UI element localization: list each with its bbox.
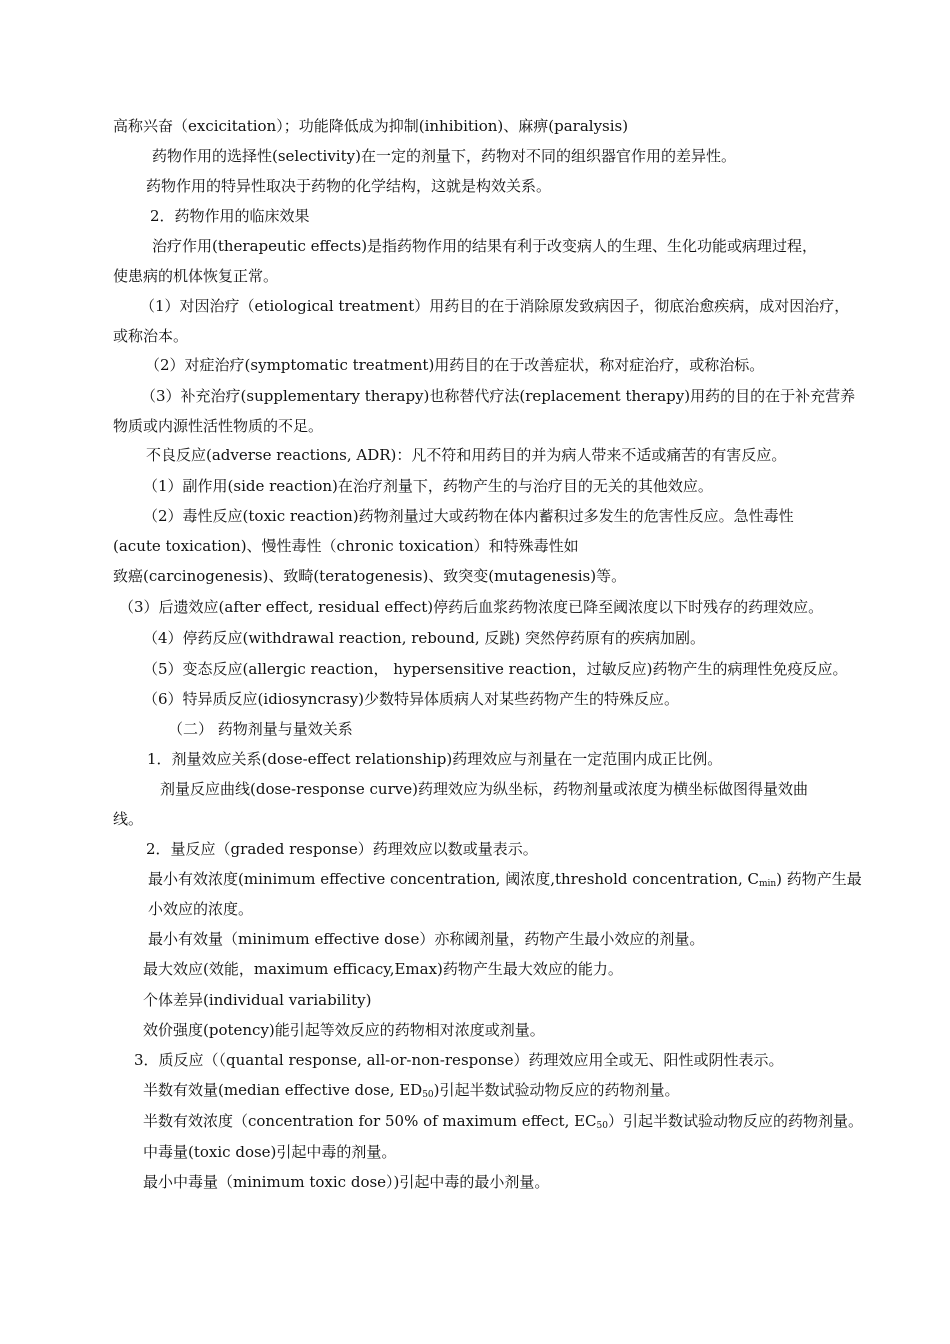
text-line <box>148 869 862 889</box>
line-text: (acute toxication)、慢性毒性（chronic toxication）和特殊毒性如 <box>113 537 579 555</box>
line-text: （2）对症治疗(symptomatic treatment)用药目的在于改善症状，称对症治疗，或称治标。 <box>145 356 765 374</box>
line-text: 最小有效量（minimum effective dose）亦称阈剂量，药物产生最小效应的剂量。 <box>148 930 705 948</box>
line-text-tail: ）引起半数试验动物反应的药物剂量。 <box>608 1112 864 1130</box>
text-line <box>147 749 722 769</box>
text-line <box>113 266 278 286</box>
line-text: 治疗作用(therapeutic effects)是指药物作用的结果有利于改变病人的生理、生化功能或病理过程， <box>152 237 818 255</box>
text-line <box>146 839 538 859</box>
subscript: min <box>758 879 777 889</box>
text-line <box>143 476 713 496</box>
text-line <box>143 1172 549 1192</box>
line-text: 3．质反应（（quantal response, all-or-non-response）药理效应用全或无、阳性或阴性表示。 <box>134 1051 784 1069</box>
line-text: （5）变态反应(allergic reaction， hypersensitive reaction，过敏反应)药物产生的病理性免疫反应。 <box>143 660 848 678</box>
line-text: （4）停药反应(withdrawal reaction, rebound, 反跳) 突然停药原有的疾病加剧。 <box>143 629 705 647</box>
text-line <box>143 1111 863 1131</box>
line-text: 1．剂量效应关系(dose-effect relationship)药理效应与剂量在一定范围内成正比例。 <box>147 750 723 768</box>
line-text: 高称兴奋（excicitation）；功能降低成为抑制(inhibition)、麻痹(paralysis) <box>113 117 629 135</box>
line-text: 致癌(carcinogenesis)、致畸(teratogenesis)、致突变(mutagenesis)等。 <box>113 567 627 585</box>
line-text: 线。 <box>113 810 144 828</box>
line-text: 不良反应(adverse reactions, ADR)：凡不符和用药目的并为病人带来不适或痛苦的有害反应。 <box>146 446 787 464</box>
text-line <box>143 1080 680 1100</box>
text-line <box>141 386 855 406</box>
text-line <box>143 1142 396 1162</box>
text-line <box>113 566 626 586</box>
text-line <box>113 416 323 436</box>
line-text: 半数有效量(median effective dose, ED <box>143 1081 423 1099</box>
text-line <box>145 355 764 375</box>
text-line <box>143 506 794 526</box>
text-line <box>143 959 623 979</box>
line-text: 效价强度(potency)能引起等效反应的药物相对浓度或剂量。 <box>143 1021 545 1039</box>
text-line <box>146 445 786 465</box>
text-line <box>143 689 679 709</box>
text-line <box>152 146 736 166</box>
line-text: 药物作用的选择性(selectivity)在一定的剂量下，药物对不同的组织器官作用的差异性。 <box>152 147 736 165</box>
line-text: （6）特异质反应(idiosyncrasy)少数特异体质病人对某些药物产生的特殊反应。 <box>143 690 679 708</box>
line-text: （1）对因治疗（etiological treatment）用药目的在于消除原发致病因子，彻底治愈疾病，成对因治疗， <box>140 297 850 315</box>
text-line <box>143 990 371 1010</box>
text-line <box>152 236 817 256</box>
text-line <box>113 326 188 346</box>
text-line <box>113 116 628 136</box>
text-line <box>113 536 579 556</box>
line-text: 最小有效浓度(minimum effective concentration, 阈浓度,threshold concentration, C <box>148 870 759 888</box>
line-text: （二） 药物剂量与量效关系 <box>168 720 353 738</box>
line-text-tail: ) 药物产生最 <box>776 870 862 888</box>
section-heading <box>150 206 310 226</box>
line-text-tail: )引起半数试验动物反应的药物剂量。 <box>433 1081 680 1099</box>
line-text: 剂量反应曲线(dose-response curve)药理效应为纵坐标，药物剂量或浓度为横坐标做图得量效曲 <box>160 780 808 798</box>
line-text: 半数有效浓度（concentration for 50% of maximum effect, EC <box>143 1112 597 1130</box>
section-heading <box>134 1050 784 1070</box>
line-text: （1）副作用(side reaction)在治疗剂量下，药物产生的与治疗目的无关的其他效应。 <box>143 477 713 495</box>
line-text: 2．药物作用的临床效果 <box>150 207 310 225</box>
line-text: 最大效应(效能，maximum efficacy,Emax)药物产生最大效应的能力。 <box>143 960 623 978</box>
text-line <box>146 176 551 196</box>
line-text: 中毒量(toxic dose)引起中毒的剂量。 <box>143 1143 397 1161</box>
text-line <box>160 779 808 799</box>
subscript: 50 <box>596 1121 608 1131</box>
subscript: 50 <box>422 1090 434 1100</box>
text-line <box>148 929 704 949</box>
section-heading <box>168 719 353 739</box>
line-text: 或称治本。 <box>113 327 189 345</box>
text-line <box>119 597 823 617</box>
line-text: 2．量反应（graded response）药理效应以数或量表示。 <box>146 840 538 858</box>
text-line <box>113 809 143 829</box>
text-line <box>143 659 847 679</box>
line-text: （3）后遗效应(after effect, residual effect)停药后血浆药物浓度已降至阈浓度以下时残存的药理效应。 <box>119 598 824 616</box>
line-text: （2）毒性反应(toxic reaction)药物剂量过大或药物在体内蓄积过多发生的危害性反应。急性毒性 <box>143 507 794 525</box>
line-text: 药物作用的特异性取决于药物的化学结构，这就是构效关系。 <box>146 177 552 195</box>
text-line <box>148 899 253 919</box>
line-text: 小效应的浓度。 <box>148 900 254 918</box>
line-text: 个体差异(individual variability) <box>143 991 372 1009</box>
line-text: 物质或内源性活性物质的不足。 <box>113 417 324 435</box>
line-text: 最小中毒量（minimum toxic dose）)引起中毒的最小剂量。 <box>143 1173 550 1191</box>
line-text: （3）补充治疗(supplementary therapy)也称替代疗法(replacement therapy)用药的目的在于补充营养 <box>141 387 856 405</box>
line-text: 使患病的机体恢复正常。 <box>113 267 279 285</box>
text-line <box>140 296 849 316</box>
text-line <box>143 628 705 648</box>
text-line <box>143 1020 545 1040</box>
